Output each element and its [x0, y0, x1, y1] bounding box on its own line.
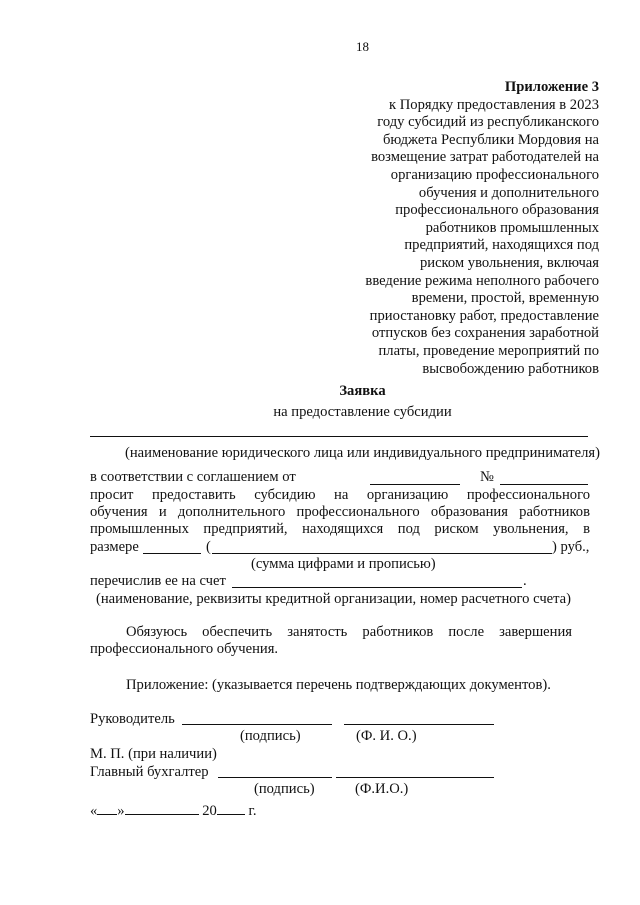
number-sign: № — [480, 469, 494, 485]
appendix-line: платы, проведение мероприятий по — [378, 342, 599, 359]
date-day-field[interactable] — [97, 801, 117, 815]
agreement-text: в соответствии с соглашением от — [90, 469, 296, 485]
fio-note: (Ф. И. О.) — [356, 728, 417, 744]
amount-close: ) руб., — [552, 539, 590, 555]
date-close-quote: » — [117, 803, 125, 819]
appendix-line: времени, простой, временную — [411, 290, 599, 307]
obligation-line: Обязуюсь обеспечить занятость работников после завершения — [126, 624, 572, 640]
appendix-line: профессионального образования — [395, 202, 599, 219]
amount-words-field[interactable] — [212, 553, 552, 554]
appendix-line: введение режима неполного рабочего — [365, 272, 599, 289]
amount-digits-field[interactable] — [143, 553, 201, 554]
date-open-quote: « — [90, 803, 98, 819]
appendix-line: риском увольнения, включая — [419, 254, 599, 271]
appendix-title: Приложение 3 — [504, 79, 599, 95]
date-year-prefix: 20 — [202, 803, 217, 819]
agreement-date-field[interactable] — [370, 484, 460, 485]
appendix-line: предприятий, находящихся под — [404, 237, 599, 254]
appendix-line: бюджета Республики Мордовия на — [382, 131, 599, 148]
signature-note-2: (подпись) — [254, 781, 315, 797]
signature-note: (подпись) — [240, 728, 301, 744]
accountant-fio-field[interactable] — [336, 777, 494, 778]
appendix-line: работников промышленных — [425, 219, 599, 236]
head-fio-field[interactable] — [344, 724, 494, 725]
transfer-label: перечислив ее на счет — [90, 573, 226, 589]
document-subtitle: на предоставление субсидии — [273, 404, 452, 420]
amount-note: (сумма цифрами и прописью) — [251, 556, 436, 572]
appendix-line: приостановку работ, предоставление — [369, 307, 599, 324]
attachment-line: Приложение: (указывается перечень подтверждающих документов). — [126, 677, 551, 693]
entity-name-field[interactable] — [90, 436, 588, 437]
page-number: 18 — [356, 39, 369, 54]
head-signature-field[interactable] — [182, 724, 332, 725]
appendix-line: возмещение затрат работодателей на — [371, 149, 599, 166]
appendix-line: высвобождению работников — [422, 360, 599, 377]
appendix-line: организацию профессионального — [390, 166, 599, 183]
accountant-label: Главный бухгалтер — [90, 764, 209, 780]
date-line — [90, 801, 257, 821]
stamp-label: М. П. (при наличии) — [90, 746, 217, 762]
bank-note: (наименование, реквизиты кредитной организации, номер расчетного счета) — [96, 591, 572, 607]
agreement-number-field[interactable] — [500, 484, 588, 485]
appendix-line: обучения и дополнительного — [418, 184, 599, 201]
amount-open-paren: ( — [206, 539, 211, 555]
fio-note-2: (Ф.И.О.) — [355, 781, 409, 797]
transfer-end: . — [523, 573, 527, 589]
head-label: Руководитель — [90, 711, 175, 727]
date-month-field[interactable] — [125, 801, 199, 815]
amount-label: размере — [90, 539, 139, 555]
body-line: просит предоставить субсидию на организацию профессионального — [90, 487, 590, 503]
appendix-line: к Порядку предоставления в 2023 — [389, 96, 599, 113]
obligation-line: профессионального обучения. — [90, 641, 279, 657]
entity-name-note: (наименование юридического лица или индивидуального предпринимателя) — [125, 445, 600, 461]
date-year-suffix: г. — [248, 803, 257, 819]
body-line: промышленных предприятий, находящихся под риском увольнения, в — [90, 521, 590, 537]
account-field[interactable] — [232, 587, 522, 588]
document-title: Заявка — [339, 383, 386, 399]
accountant-signature-field[interactable] — [218, 777, 332, 778]
appendix-block — [365, 79, 599, 378]
appendix-line: году субсидий из республиканского — [377, 114, 599, 131]
date-year-field[interactable] — [217, 801, 245, 815]
appendix-line: отпусков без сохранения заработной — [371, 325, 599, 342]
body-line: обучения и дополнительного профессионального образования работников — [90, 504, 590, 520]
